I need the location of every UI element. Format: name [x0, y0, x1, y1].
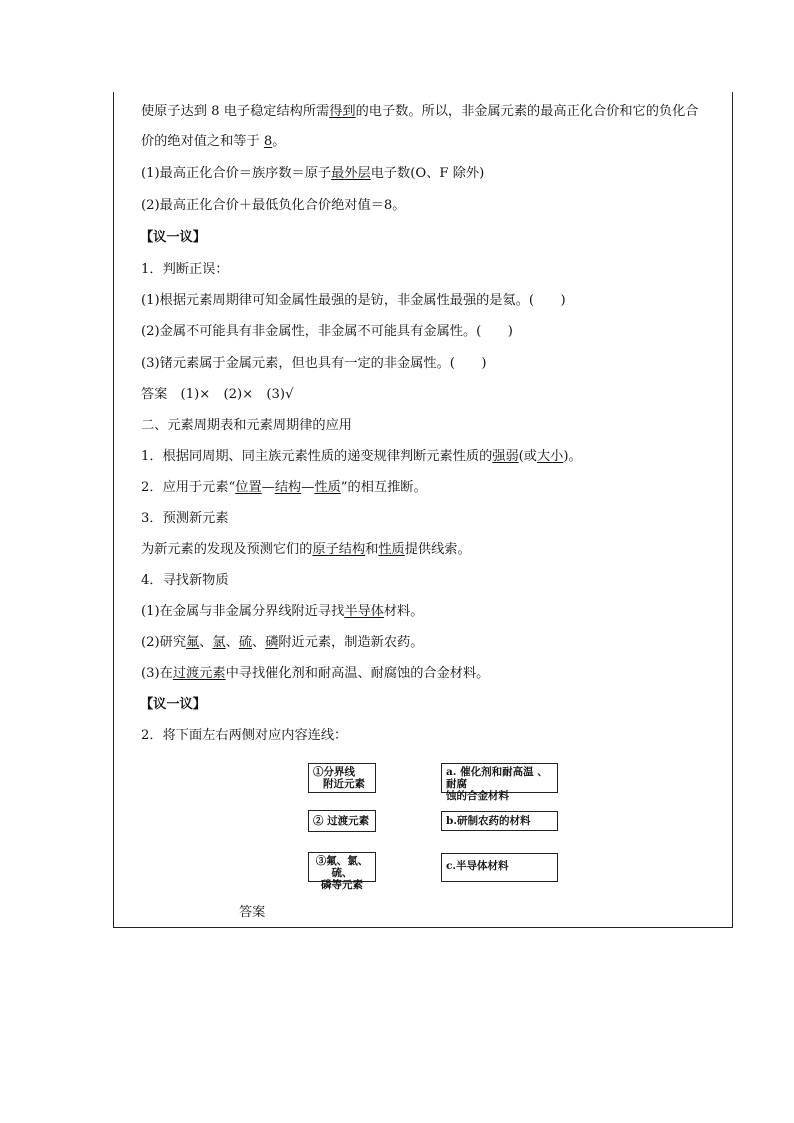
left-box-3-line2: 磷等元素 [321, 879, 363, 891]
right-box-a [441, 763, 558, 802]
left-box-1 [308, 763, 376, 793]
right-box-c [441, 853, 558, 882]
discuss-heading-2: 【议一议】 [140, 697, 206, 712]
application-1: 1．根据同周期、同主族元素性质的递变规律判断元素性质的强弱(或大小)。 [141, 449, 582, 464]
application-4: 4．寻找新物质 [141, 573, 229, 588]
question2-title: 2．将下面左右两侧对应内容连线： [141, 728, 348, 743]
question-3: (3)锗元素属于金属元素，但也具有一定的非金属性。( ) [141, 356, 487, 371]
application-2: 2．应用于元素“位置—结构—性质”的相互推断。 [141, 480, 427, 495]
right-box-c-line1: c.半导体材料 [446, 860, 509, 872]
left-box-1-line2: 附近元素 [323, 778, 365, 790]
application-3: 3．预测新元素 [141, 511, 229, 526]
answer-1: 答案 (1)× (2)× (3)√ [141, 387, 294, 402]
left-box-3 [308, 852, 376, 891]
application-4-2: (2)研究氟、氯、硫、磷附近元素，制造新农药。 [141, 635, 424, 650]
paragraph-line: 价的绝对值之和等于 8。 [141, 134, 286, 149]
rule-1: (1)最高正化合价＝族序数＝原子最外层电子数(O、F 除外) [141, 166, 485, 181]
question-title: 1．判断正误： [141, 262, 229, 277]
question-1: (1)根据元素周期律可知金属性最强的是钫，非金属性最强的是氦。( ) [141, 293, 566, 308]
discuss-heading: 【议一议】 [140, 230, 206, 245]
answer-2: 答案 [239, 905, 266, 920]
section-heading: 二、元素周期表和元素周期律的应用 [141, 418, 352, 433]
left-box-2-line1: ② 过渡元素 [313, 815, 370, 827]
paragraph-line: 使原子达到 8 电子稳定结构所需得到的电子数。所以，非金属元素的最高正化合价和它的负化合 [141, 104, 699, 119]
left-box-1-line1: ①分界线 [313, 766, 355, 778]
right-box-a-line1: a. 催化剂和耐高温 、耐腐 [446, 766, 548, 790]
left-box-3-line1: ③氟、氯、硫、 [315, 855, 369, 879]
rule-2: (2)最高正化合价＋最低负化合价绝对值＝8。 [141, 198, 406, 213]
application-4-3: (3)在过渡元素中寻找催化剂和耐高温、耐腐蚀的合金材料。 [141, 666, 490, 681]
left-box-2 [308, 810, 376, 832]
application-3-detail: 为新元素的发现及预测它们的原子结构和性质提供线索。 [141, 542, 471, 557]
application-4-1: (1)在金属与非金属分界线附近寻找半导体材料。 [141, 604, 424, 619]
right-box-b [441, 811, 558, 831]
right-box-a-line2: 蚀的合金材料 [446, 790, 509, 802]
question-2: (2)金属不可能具有非金属性，非金属不可能具有金属性。( ) [141, 324, 513, 339]
right-box-b-line1: b.研制农药的材料 [446, 815, 531, 827]
